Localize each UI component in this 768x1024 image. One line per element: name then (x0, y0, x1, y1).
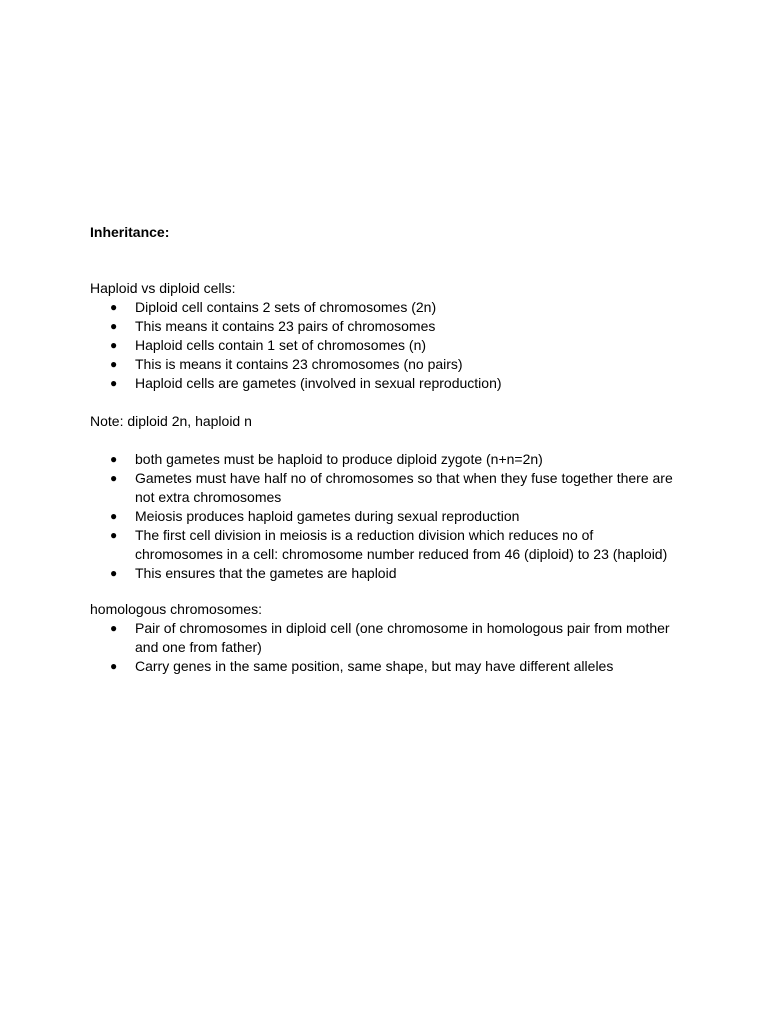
list-item: ● Pair of chromosomes in diploid cell (one chromosome in homologous pair from mother and one from father) (110, 620, 670, 655)
bullet-icon: ● (110, 357, 118, 371)
bullet-list-gametes (90, 450, 690, 583)
bullet-icon: ● (110, 509, 118, 523)
list-item: ● Gametes must have half no of chromosomes so that when they fuse together there are not extra chromosomes (110, 470, 673, 505)
bullet-icon: ● (110, 300, 118, 314)
list-item: ● Diploid cell contains 2 sets of chromosomes (2n) (110, 299, 437, 315)
bullet-icon: ● (110, 376, 118, 390)
page-title: Inheritance: (90, 224, 170, 240)
bullet-icon: ● (110, 659, 118, 673)
document-body (90, 223, 690, 676)
section-intro-haploid-diploid: Haploid vs diploid cells: (90, 280, 236, 296)
bullet-icon: ● (110, 338, 118, 352)
bullet-icon: ● (110, 621, 118, 635)
list-item: ● This means it contains 23 pairs of chromosomes (110, 318, 436, 334)
bullet-icon: ● (110, 528, 118, 542)
list-item: ● both gametes must be haploid to produce diploid zygote (n+n=2n) (110, 451, 543, 467)
list-item: ● This ensures that the gametes are haploid (110, 565, 397, 581)
list-item: ● The first cell division in meiosis is a reduction division which reduces no of chromosomes in a cell: chromosome number reduced from 46 (diploid) to 23 (haploid) (110, 527, 668, 562)
bullet-icon: ● (110, 566, 118, 580)
bullet-list-haploid-diploid (90, 298, 690, 393)
bullet-icon: ● (110, 471, 118, 485)
bullet-icon: ● (110, 319, 118, 333)
list-item: ● Meiosis produces haploid gametes during sexual reproduction (110, 508, 520, 524)
list-item: ● Haploid cells are gametes (involved in sexual reproduction) (110, 375, 502, 391)
bullet-list-homologous (90, 619, 690, 676)
note-text: Note: diploid 2n, haploid n (90, 413, 252, 429)
list-item: ● Carry genes in the same position, same shape, but may have different alleles (110, 658, 614, 674)
list-item: ● This is means it contains 23 chromosomes (no pairs) (110, 356, 463, 372)
bullet-icon: ● (110, 452, 118, 466)
section-intro-homologous: homologous chromosomes: (90, 601, 262, 617)
list-item: ● Haploid cells contain 1 set of chromosomes (n) (110, 337, 427, 353)
